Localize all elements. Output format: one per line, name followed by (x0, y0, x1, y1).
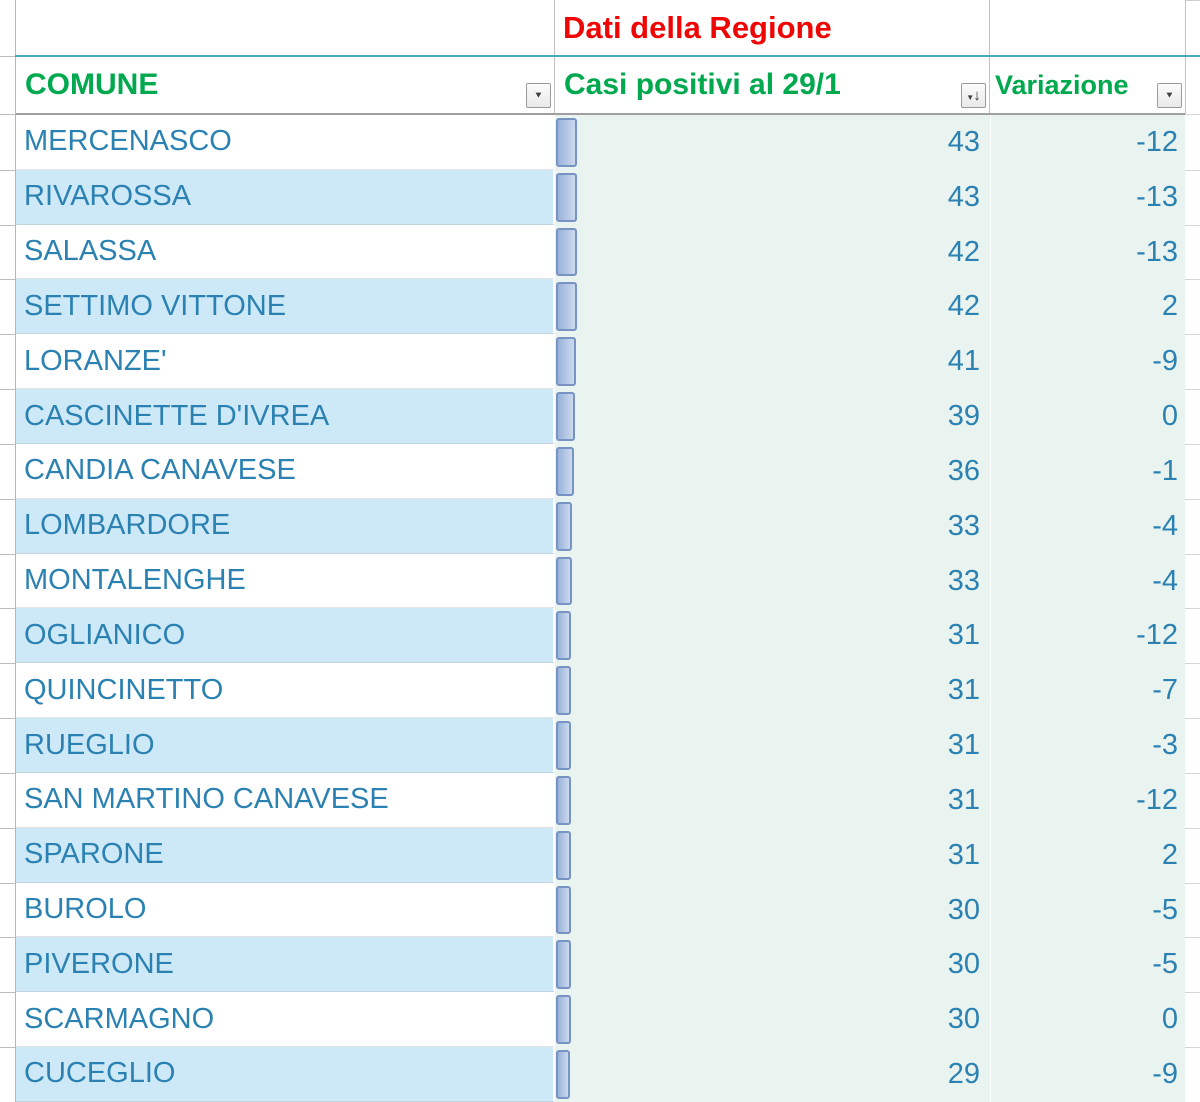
variazione-value: -1 (1152, 454, 1178, 487)
header-cell-variazione[interactable] (990, 57, 1185, 113)
comune-cell[interactable] (16, 828, 555, 883)
comune-name: LOMBARDORE (24, 509, 231, 542)
casi-value: 33 (947, 509, 980, 542)
casi-cell[interactable] (555, 389, 990, 444)
comune-name: CASCINETTE D'IVREA (24, 399, 330, 432)
data-bar (556, 886, 571, 935)
gridline-stub (1185, 1047, 1200, 1048)
gridline-stub (0, 279, 15, 280)
comune-cell[interactable] (16, 115, 555, 170)
data-bar (556, 721, 571, 770)
gridline-stub (1185, 170, 1200, 171)
data-bar (556, 995, 571, 1044)
variazione-cell[interactable] (990, 718, 1185, 773)
variazione-cell[interactable] (990, 608, 1185, 663)
header-cell-casi[interactable] (555, 57, 990, 113)
variazione-value: 2 (1161, 838, 1178, 871)
gridline-stub (0, 663, 15, 664)
casi-value: 39 (947, 400, 980, 433)
comune-filter-button[interactable] (526, 83, 551, 108)
gridline-stub (1185, 883, 1200, 884)
table-row (16, 115, 1185, 170)
table-row (16, 828, 1185, 883)
chevron-down-icon: ▼ (1164, 90, 1175, 100)
variazione-cell[interactable] (990, 883, 1185, 938)
data-bar (556, 940, 571, 989)
comune-cell[interactable] (16, 499, 555, 554)
comune-cell[interactable] (16, 608, 555, 663)
right-gridline (1185, 0, 1186, 115)
variazione-value: -13 (1136, 180, 1178, 213)
banner-empty-cell[interactable] (16, 0, 555, 55)
variazione-cell[interactable] (990, 992, 1185, 1047)
data-bar (556, 228, 577, 277)
banner-empty-cell-2[interactable] (990, 0, 1185, 55)
table-row (16, 937, 1185, 992)
banner-row (16, 0, 1185, 55)
variazione-value: -4 (1152, 509, 1178, 542)
comune-name: MERCENASCO (24, 125, 232, 158)
casi-cell[interactable] (555, 773, 990, 828)
table-body (16, 115, 1185, 1102)
variazione-filter-button[interactable] (1157, 83, 1182, 108)
comune-name: SPARONE (24, 838, 164, 871)
data-bar (556, 502, 572, 551)
variazione-cell[interactable] (990, 773, 1185, 828)
gridline-stub (0, 718, 15, 719)
comune-name: SCARMAGNO (24, 1002, 215, 1035)
gridline-stub (1185, 499, 1200, 500)
comune-cell[interactable] (16, 1047, 555, 1102)
gridline-stub (0, 992, 15, 993)
banner-title: Dati della Regione (563, 9, 832, 45)
casi-value: 33 (947, 564, 980, 597)
casi-value: 31 (947, 729, 980, 762)
casi-cell[interactable] (555, 170, 990, 225)
casi-value: 30 (947, 893, 980, 926)
data-bar (556, 611, 571, 660)
data-bar (556, 392, 575, 441)
header-cell-comune[interactable] (16, 57, 555, 113)
casi-filter-button[interactable] (961, 83, 986, 108)
casi-cell[interactable] (555, 444, 990, 499)
variazione-cell[interactable] (990, 279, 1185, 334)
gridline-stub (0, 828, 15, 829)
data-bar (556, 831, 571, 880)
gridline-stub (1185, 334, 1200, 335)
data-bar (556, 173, 577, 222)
variazione-value: -9 (1152, 345, 1178, 378)
casi-cell[interactable] (555, 608, 990, 663)
casi-value: 41 (947, 345, 980, 378)
table-row (16, 225, 1185, 280)
gridline-stub (1185, 554, 1200, 555)
header-row (16, 57, 1185, 115)
variazione-value: -5 (1152, 948, 1178, 981)
gridline-stub (1185, 773, 1200, 774)
table-row (16, 608, 1185, 663)
casi-cell[interactable] (555, 499, 990, 554)
variazione-value: -9 (1152, 1057, 1178, 1090)
data-bar (556, 557, 572, 606)
comune-cell[interactable] (16, 718, 555, 773)
comune-name: LORANZE' (24, 344, 167, 377)
casi-header-label: Casi positivi al 29/1 (564, 68, 841, 101)
variazione-cell[interactable] (990, 663, 1185, 718)
comune-name: RIVAROSSA (24, 180, 192, 213)
gridline-stub (0, 114, 15, 115)
table-row (16, 1047, 1185, 1102)
gridline-stub (0, 225, 15, 226)
casi-value: 31 (947, 619, 980, 652)
comune-header-label: COMUNE (25, 68, 159, 101)
comune-name: OGLIANICO (24, 618, 186, 651)
casi-cell[interactable] (555, 663, 990, 718)
casi-value: 29 (947, 1057, 980, 1090)
gridline-stub (0, 883, 15, 884)
casi-value: 42 (947, 290, 980, 323)
casi-cell[interactable] (555, 225, 990, 280)
variazione-cell[interactable] (990, 554, 1185, 609)
gridline-stub (0, 334, 15, 335)
comune-cell[interactable] (16, 883, 555, 938)
casi-cell[interactable] (555, 1047, 990, 1102)
table-row (16, 389, 1185, 444)
comune-name: QUINCINETTO (24, 673, 224, 706)
gridline-stub (1185, 444, 1200, 445)
variazione-value: -12 (1136, 783, 1178, 816)
gridline-stub (1185, 608, 1200, 609)
casi-value: 31 (947, 783, 980, 816)
gridline-stub (1185, 718, 1200, 719)
data-bar (556, 118, 577, 167)
casi-value: 30 (947, 948, 980, 981)
gridline-stub (1185, 937, 1200, 938)
comune-cell[interactable] (16, 279, 555, 334)
comune-name: PIVERONE (24, 947, 174, 980)
chevron-down-icon: ▼ (533, 90, 544, 100)
casi-cell[interactable] (555, 718, 990, 773)
variazione-value: -7 (1152, 674, 1178, 707)
variazione-value: -4 (1152, 564, 1178, 597)
comune-name: SETTIMO VITTONE (24, 289, 287, 322)
variazione-cell[interactable] (990, 1047, 1185, 1102)
variazione-cell[interactable] (990, 499, 1185, 554)
comune-cell[interactable] (16, 334, 555, 389)
comune-name: BUROLO (24, 893, 147, 925)
gridline-stub (1185, 992, 1200, 993)
data-bar (556, 776, 571, 825)
gridline-stub (0, 444, 15, 445)
gridline-stub (1185, 663, 1200, 664)
variazione-cell[interactable] (990, 225, 1185, 280)
variazione-cell[interactable] (990, 170, 1185, 225)
comune-name: SALASSA (24, 235, 157, 268)
table-row (16, 170, 1185, 225)
variazione-cell[interactable] (990, 115, 1185, 170)
gridline-stub (0, 937, 15, 938)
table-row (16, 444, 1185, 499)
casi-cell[interactable] (555, 334, 990, 389)
gridline-stub (0, 608, 15, 609)
variazione-cell[interactable] (990, 937, 1185, 992)
sort-descending-icon: ▼ ↓ (966, 87, 981, 104)
gridline-stub (0, 499, 15, 500)
comune-cell[interactable] (16, 937, 555, 992)
data-bar (556, 447, 574, 496)
data-bar (556, 337, 576, 386)
table-row (16, 334, 1185, 389)
gridline-stub (0, 389, 15, 390)
comune-cell[interactable] (16, 444, 555, 499)
casi-value: 31 (947, 674, 980, 707)
table-row (16, 279, 1185, 334)
comune-name: CUCEGLIO (24, 1057, 176, 1090)
gridline-stub (1185, 279, 1200, 280)
casi-cell[interactable] (555, 828, 990, 883)
variazione-cell[interactable] (990, 334, 1185, 389)
casi-value: 31 (947, 838, 980, 871)
casi-cell[interactable] (555, 279, 990, 334)
gridline-stub (1185, 828, 1200, 829)
variazione-value: -3 (1152, 729, 1178, 762)
gridline-stub (0, 773, 15, 774)
variazione-value: -12 (1136, 619, 1178, 652)
casi-value: 36 (947, 454, 980, 487)
gridline-stub (1185, 389, 1200, 390)
variazione-cell[interactable] (990, 444, 1185, 499)
gridline-stub (1185, 114, 1200, 115)
table-row (16, 663, 1185, 718)
casi-cell[interactable] (555, 992, 990, 1047)
data-bar (556, 666, 571, 715)
variazione-value: 0 (1161, 400, 1178, 433)
table-row (16, 554, 1185, 609)
variazione-value: 2 (1161, 290, 1178, 323)
variazione-cell[interactable] (990, 828, 1185, 883)
comune-name: MONTALENGHE (24, 564, 246, 597)
gridline-stub (0, 56, 15, 57)
comune-cell[interactable] (16, 663, 555, 718)
casi-cell[interactable] (555, 115, 990, 170)
variazione-cell[interactable] (990, 389, 1185, 444)
comune-name: CANDIA CANAVESE (24, 454, 296, 487)
table-row (16, 499, 1185, 554)
comune-cell[interactable] (16, 554, 555, 609)
comune-cell[interactable] (16, 170, 555, 225)
comune-name: RUEGLIO (24, 728, 155, 761)
casi-value: 43 (947, 125, 980, 158)
casi-cell[interactable] (555, 883, 990, 938)
banner-title-cell[interactable] (555, 0, 990, 55)
table-row (16, 992, 1185, 1047)
gridline-stub (1185, 225, 1200, 226)
gridline-stub (0, 170, 15, 171)
comune-cell[interactable] (16, 389, 555, 444)
table-row (16, 773, 1185, 828)
variazione-header-label: Variazione (995, 69, 1129, 100)
table-row (16, 883, 1185, 938)
casi-value: 42 (947, 235, 980, 268)
casi-cell[interactable] (555, 937, 990, 992)
variazione-value: -12 (1136, 125, 1178, 158)
casi-value: 30 (947, 1003, 980, 1036)
casi-cell[interactable] (555, 554, 990, 609)
casi-value: 43 (947, 180, 980, 213)
variazione-value: -13 (1136, 235, 1178, 268)
gridline-stub (0, 1047, 15, 1048)
comune-cell[interactable] (16, 992, 555, 1047)
comune-name: SAN MARTINO CANAVESE (24, 783, 389, 816)
data-bar (556, 282, 577, 331)
variazione-value: -5 (1152, 893, 1178, 926)
comune-cell[interactable] (16, 773, 555, 828)
data-bar (556, 1050, 570, 1099)
table-row (16, 718, 1185, 773)
gridline-stub (0, 554, 15, 555)
comune-cell[interactable] (16, 225, 555, 280)
variazione-value: 0 (1161, 1003, 1178, 1036)
